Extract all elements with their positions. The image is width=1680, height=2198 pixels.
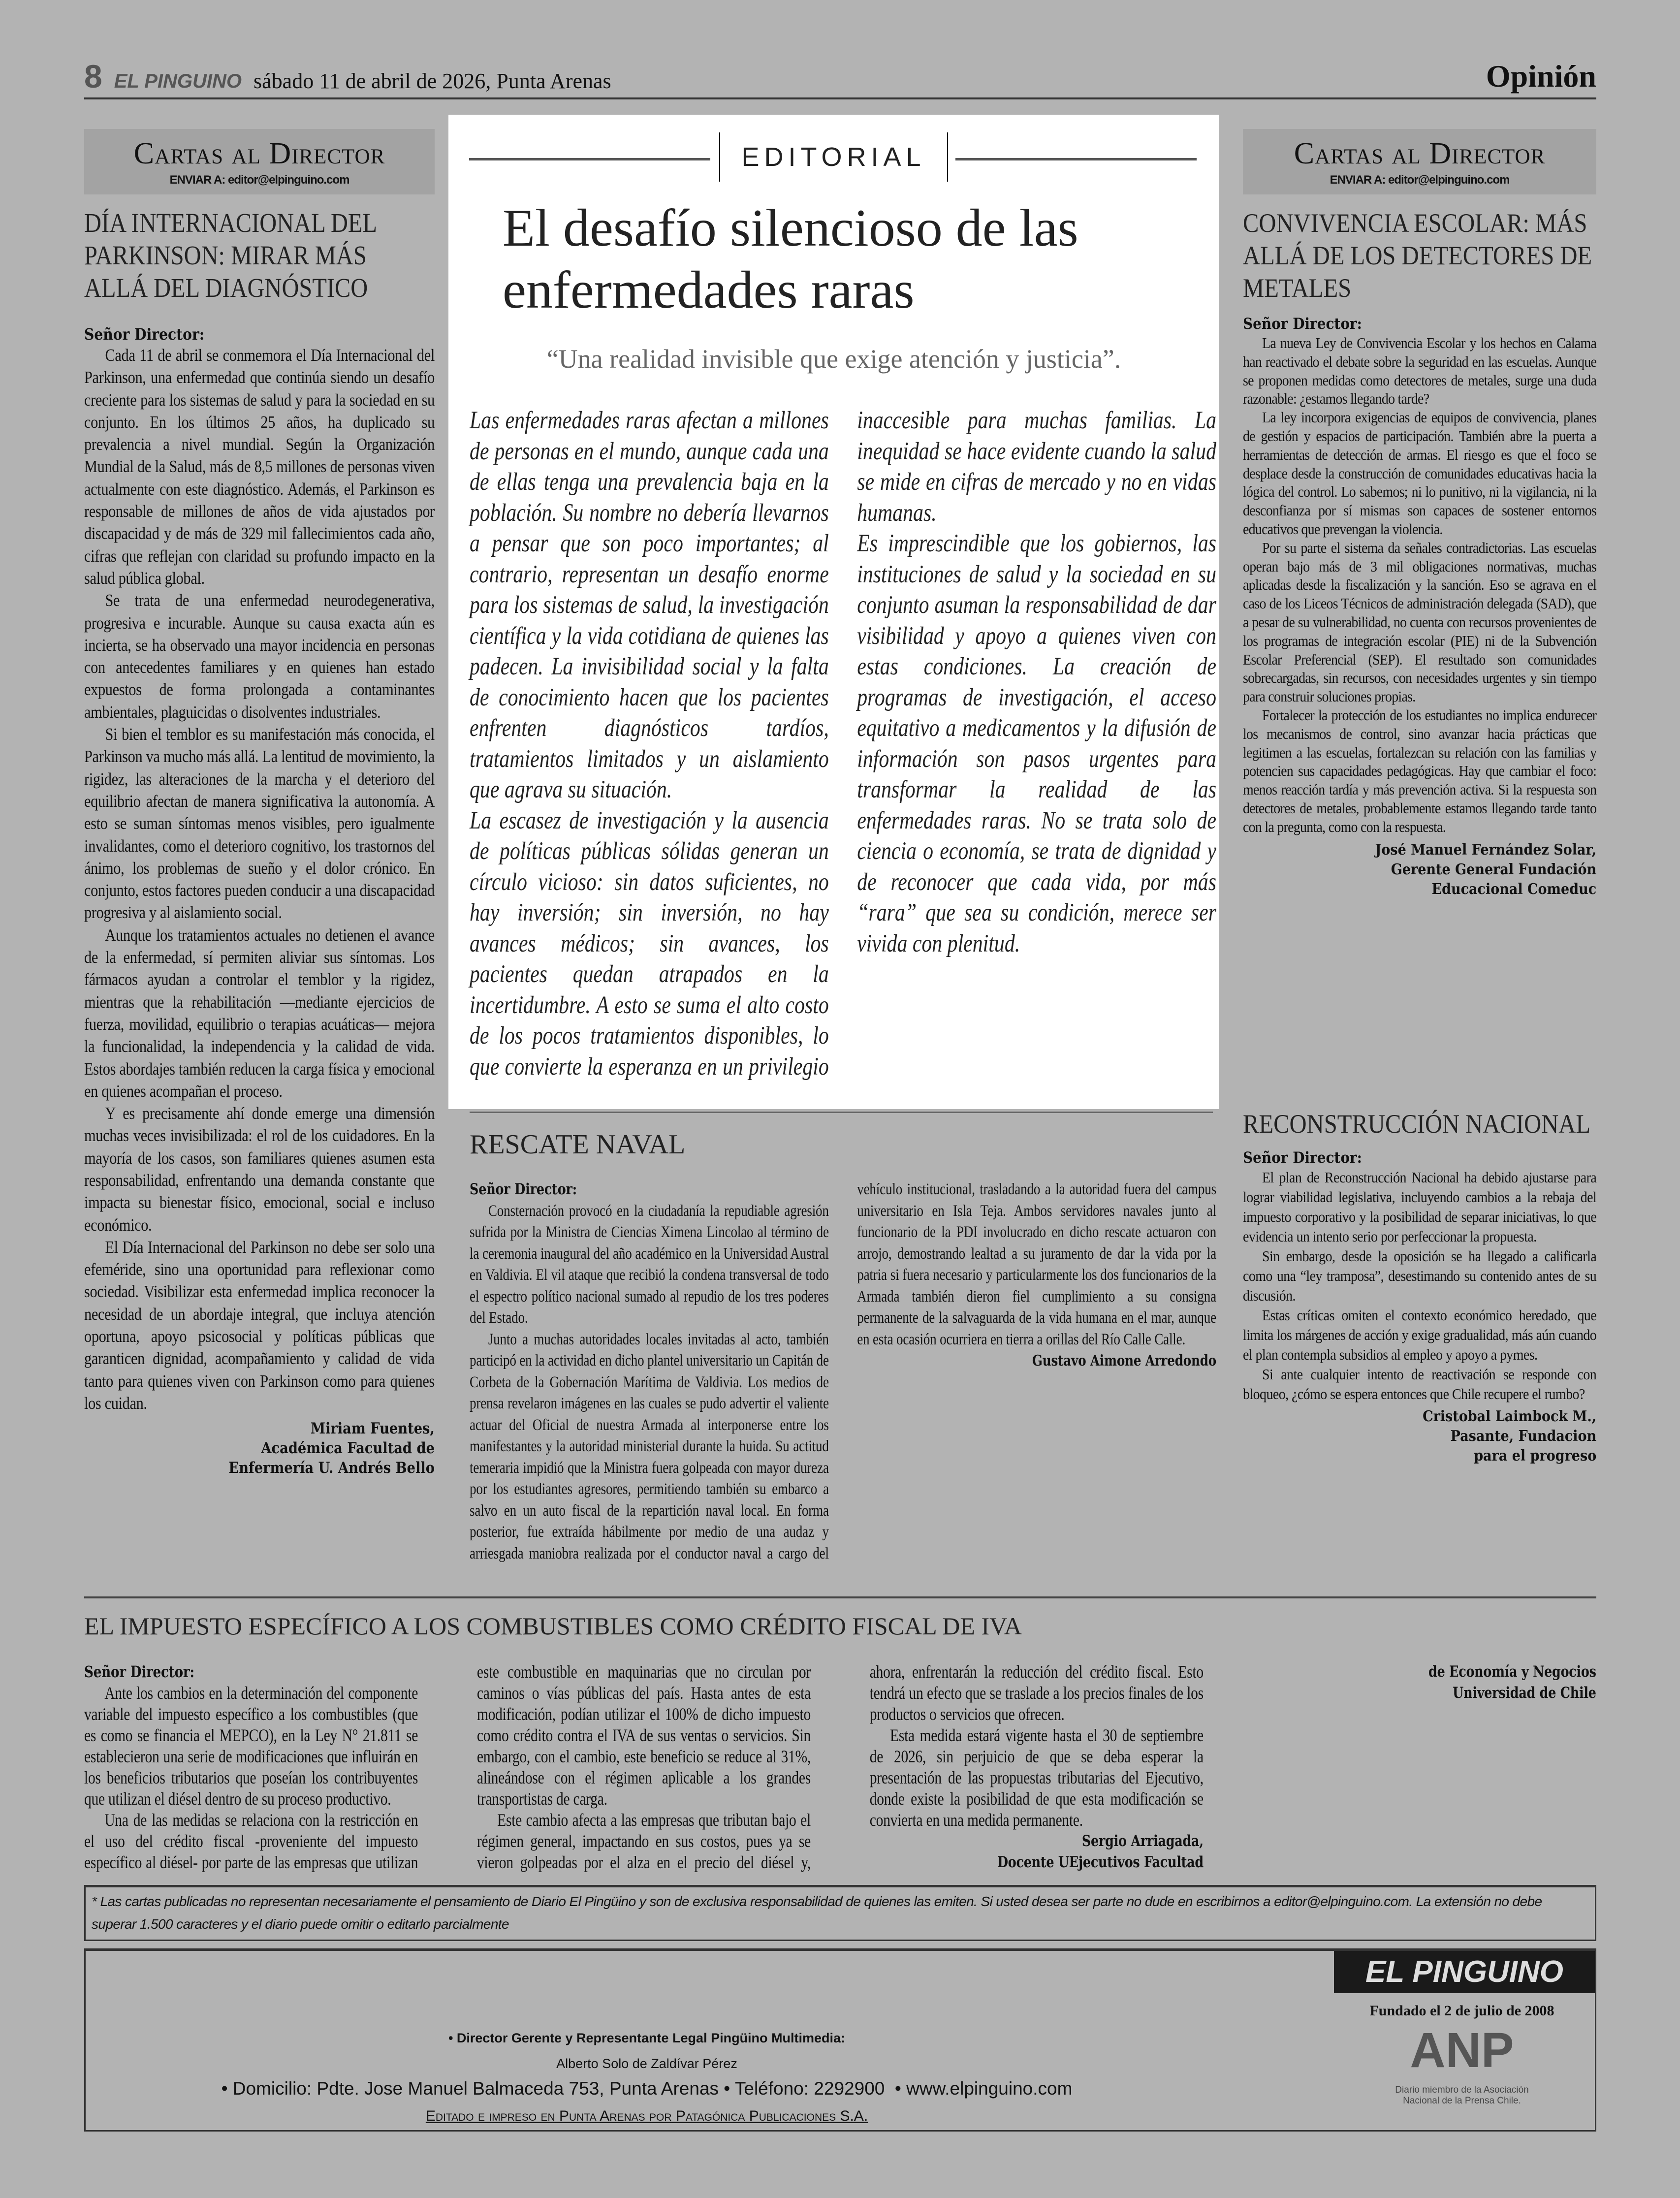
signature-org: Universidad de Chile [1453, 1684, 1596, 1702]
letter-title: CONVIVENCIA ESCOLAR: MÁS ALLÁ DE LOS DETECTORES DE METALES [1243, 208, 1592, 303]
paragraph: El plan de Reconstrucción Nacional ha debido ajustarse para lograr viabilidad legislativa, incluyendo cambios a la rebaja del impuesto corporativo y la posibilidad de separar iniciativas, lo que evidencia un intento serio por perfeccionar la propuesta. [1243, 1169, 1597, 1245]
paragraph: Esta medida estará vigente hasta el 30 de septiembre de 2026, sin perjuicio de que se deba esperar la presentación de las propuestas tributarias del Ejecutivo, donde existe la posibilidad de que esta modificación se convierta en una medida permanente. [869, 1725, 1204, 1830]
founded-text: Fundado el 2 de julio de 2008 [1369, 2003, 1554, 2019]
letter-convivencia [1243, 207, 1596, 899]
salutation: Señor Director: [470, 1180, 577, 1198]
page-number: 8 [84, 58, 102, 95]
paragraph: La escasez de investigación y la ausencia de políticas públicas sólidas generan un círculo vicioso: sin datos suficientes, no hay inversión; sin inversión, no hay avances médicos; sin avances, los pacientes quedan atrapados en la incertidumbre. A esto se suma el alto costo de los pocos tratamientos disponibles, lo que convierte la esperanza en un privilegio inaccesible para muchas familias. La inequidad se hace evidente cuando la salud se mide en cifras de mercado y no en vidas humanas. [470, 407, 1216, 1081]
paragraph: Ante los cambios en la determinación del componente variable del impuesto específico a los combustibles (que es como se financia el MEPCO), en la Ley N° 21.811 se establecieron una serie de modificaciones que influirán en los beneficios tributarios que poseían los contribuyentes que utilizan el diésel dentro de su proceso productivo. [84, 1683, 418, 1809]
salutation: Señor Director: [1243, 315, 1362, 333]
signature-name: Cristobal Laimbock M., [1423, 1408, 1597, 1425]
signature-org: para el progreso [1474, 1447, 1597, 1465]
signature [84, 1419, 435, 1478]
paragraph: La ley incorpora exigencias de equipos de convivencia, planes de gestión y espacios de participación. También abre la puerta a herramientas de detección de armas. El riesgo es que el foco se desplace desde la construcción de comunidades educativas hacia la lógica del control. Lo sabemos; ni lo punitivo, ni la vigilancia, ni la desconfianza por sí mismas son capaces de sostener entornos educativos que prevengan la violencia. [1243, 409, 1597, 538]
page-header [84, 54, 1596, 99]
section-name: Opinión [1486, 59, 1596, 94]
cartas-al-director-box [1243, 129, 1596, 194]
salutation: Señor Director: [84, 1662, 194, 1681]
letter-body [1243, 334, 1596, 836]
cartas-title: Cartas al Director [133, 137, 385, 170]
anp-member-text: Diario miembro de la Asociación Nacional de la Prensa Chile. [1395, 2085, 1529, 2106]
editorial-label: EDITORIAL [719, 132, 948, 182]
paragraph: Sin embargo, desde la oposición se ha llegado a calificarla como una “ley tramposa”, desestimando su contenido antes de su discusión. [1243, 1247, 1597, 1304]
paragraph: Aunque los tratamientos actuales no detienen el avance de la enfermedad, sí permiten aliviar sus síntomas. Los fármacos ayudan a controlar el temblor y la rigidez, mientras que la rehabilitación —mediante ejercicios de fuerza, movilidad, equilibrio o terapias acuáticas— mejora la funcionalidad, la independencia y la calidad de vida. Estos abordajes también reducen la carga física y emocional en quienes acompañan el proceso. [84, 925, 435, 1101]
paragraph: Por su parte el sistema da señales contradictorias. Las escuelas operan bajo más de 3 mil obligaciones normativas, muchas aplicadas desde la fiscalización y la sanción. Eso se agrava en el caso de los Liceos Técnicos de administración delegada (SAD), que a pesar de su vulnerabilidad, no cuenta con recursos provenientes de los programas de integración escolar (PIE) ni de la Subvención Escolar Preferencial (SEP). El resultado son comunidades sobrecargadas, sin recursos, con necesidades urgentes y sin tiempo para construir soluciones propias. [1243, 539, 1597, 705]
letter-reconstruccion [1243, 1108, 1596, 1466]
letter-title: RESCATE NAVAL [470, 1129, 686, 1160]
editorial-body [470, 405, 1216, 1104]
signature-org: Educacional Comeduc [1431, 880, 1597, 898]
disclaimer-box: * Las cartas publicadas no representan necesariamente el pensamiento de Diario El Pingüino y son de exclusiva responsabilidad de quienes las emiten. Si usted desea ser parte no dude en escribirnos a editor@elpinguino.com. La extensión no debe superar 1.500 caracteres y el diario puede omitir o editarlo parcialmente [84, 1885, 1596, 1941]
letter-combustibles [84, 1661, 1596, 1880]
divider [470, 1112, 1213, 1113]
signature-faculty: de Economía y Negocios [1428, 1663, 1596, 1681]
signature-name: Miriam Fuentes, [310, 1420, 435, 1438]
paragraph: Se trata de una enfermedad neurodegenerativa, progresiva e incurable. Aunque su causa exacta aún es incierta, se ha observado una mayor incidencia en personas con antecedentes familiares y en quienes han estado expuestos de forma prolongada a contaminantes ambientales, plaguicidas o disolventes industriales. [84, 591, 435, 722]
letter-title: EL IMPUESTO ESPECÍFICO A LOS COMBUSTIBLES COMO CRÉDITO FISCAL DE IVA [84, 1612, 1022, 1640]
paragraph: Una de las medidas se relaciona con la restricción en el uso del crédito fiscal -proveniente del impuesto específico al diésel- por parte de las empresas que utilizan este combustible en maquinarias que no circulan por caminos o vías públicas del país. Hasta antes de esta modificación, podían utilizar el 100% de dicho impuesto como crédito contra el IVA de sus ventas o servicios. Sin embargo, con el cambio, este beneficio se reduce al 31%, alineándose con el régimen aplicable a los grandes transportistas de carga. [84, 1662, 811, 1872]
signature [1243, 1407, 1596, 1466]
dateline: sábado 11 de abril de 2026, Punta Arenas [254, 69, 611, 93]
paragraph: Es imprescindible que los gobiernos, las instituciones de salud y la sociedad en su conjunto asuman la responsabilidad de dar visibilidad y apoyo a quienes viven con estas condiciones. La creación de programas de investigación, el acceso equitativo a medicamentos y la difusión de información son pasos urgentes para transformar la realidad de las enfermedades raras. No se trata solo de ciencia o economía, se trata de dignidad y de reconocer que cada vida, por más “rara” que sea su condición, merece ser vivida con plenitud. [857, 530, 1216, 957]
editorial-box [448, 115, 1219, 1109]
director-label: • Director Gerente y Representante Legal Pingüino Multimedia: [448, 2031, 846, 2045]
signature-role: Gerente General Fundación [1391, 860, 1597, 878]
signature-role: Docente UEjecutivos Facultad [997, 1853, 1204, 1871]
paragraph: Este cambio afecta a las empresas que tributan bajo el régimen general, impactando en sus costos, pues ya se vieron golpeadas por el alza en el precio del diésel y, ahora, enfrentarán la reducción del crédito fiscal. Esto tendrá un efecto que se traslade a los precios finales de los productos o servicios que ofrecen. [476, 1662, 1204, 1872]
footer-masthead [84, 1948, 1596, 2132]
paragraph: Si ante cualquier intento de reactivación se responde con bloqueo, ¿cómo se espera entonces que Chile recupere el rumbo? [1243, 1366, 1597, 1402]
salutation: Señor Director: [84, 325, 205, 344]
salutation: Señor Director: [1243, 1149, 1362, 1167]
cartas-al-director-box [84, 129, 435, 194]
letter-title: RECONSTRUCCIÓN NACIONAL [1243, 1109, 1591, 1139]
letter-title: DÍA INTERNACIONAL DEL PARKINSON: MIRAR MÁS ALLÁ DEL DIAGNÓSTICO [84, 208, 377, 303]
paragraph: Si bien el temblor es su manifestación más conocida, el Parkinson va mucho más allá. La lentitud de movimiento, la rigidez, las alteraciones de la marcha y el deterioro del equilibrio afectan de manera significativa la autonomía. A esto se suman síntomas menos visibles, pero igualmente invalidantes, como el deterioro cognitivo, los trastornos del ánimo, los problemas de sueño y el dolor crónico. En conjunto, estos factores pueden conducir a una discapacidad progresiva y al aislamiento social. [84, 725, 435, 923]
cartas-title: Cartas al Director [1294, 137, 1546, 170]
paragraph: Cada 11 de abril se conmemora el Día Internacional del Parkinson, una enfermedad que continúa siendo un desafío creciente para los sistemas de salud y para la sociedad en su conjunto. En los últimos 25 años, ha duplicado su prevalencia a nivel mundial. Según la Organización Mundial de la Salud, más de 8,5 millones de personas viven actualmente con este diagnóstico. Además, el Parkinson es responsable de millones de años de vida ajustados por discapacidad y de más de 329 mil fallecimientos cada año, cifras que reflejan con claridad su profundo impacto en la salud pública global. [84, 346, 435, 588]
letter-body [84, 345, 435, 1415]
anp-logo: ANP [1410, 2023, 1514, 2078]
cartas-email[interactable]: ENVIAR A: editor@elpinguino.com [1330, 173, 1510, 187]
footer-logo: EL PINGUINO [1334, 1951, 1595, 1993]
paragraph: Fortalecer la protección de los estudiantes no implica endurecer los mecanismos de control, sino avanzar hacia prácticas que legitimen a las escuelas, fortalezcan su relación con las familias y potencien sus capacidades pedagógicas. Hay que cambiar el foco: menos reacción tardía y más prevención activa. Si la respuesta son detectores de metales, probablemente estamos llegando tarde tanto con la pregunta, como con la respuesta. [1243, 706, 1597, 835]
paragraph: Las enfermedades raras afectan a millones de personas en el mundo, aunque cada una de ellas tenga una prevalencia baja en la población. Su nombre no debería llevarnos a pensar que son poco importantes; al contrario, representan un desafío enorme para los sistemas de salud, la investigación científica y la vida cotidiana de quienes las padecen. La invisibilidad social y la falta de conocimiento hacen que los pacientes enfrenten diagnósticos tardíos, tratamientos limitados y un aislamiento que agrava su situación. [470, 407, 829, 803]
paragraph: Junto a muchas autoridades locales invitadas al acto, también participó en la actividad en dicho plantel universitario un Capitán de Corbeta de la Gobernación Marítima de Valdivia. Los medios de prensa revelaron imágenes en las cuales se pudo advertir el valiente actuar del Oficial de nuestra Armada al interponerse entre los manifestantes y la autoridad ministerial durante la huida. Su actitud temeraria impidió que la Ministra fuera golpeada con mayor dureza por los estudiantes agresores, permitiendo también su embarco a salvo en un auto fiscal de la repartición naval local. En forma posterior, fue extraída hábilmente por medio de una audaz y arriesgada maniobra realizada por el conductor naval a cargo del vehículo institucional, trasladando a la autoridad fuera del campus universitario en Isla Teja. Ambos servidores navales junto al funcionario de la PDI involucrado en dicho rescate actuaron con arrojo, demostrando lealtad a su juramento de dar la vida por la patria si fuera necesario y particularmente los dos funcionarios de la Armada también dieron fiel cumplimiento a su consigna permanente de la salvaguarda de la vida humana en el mar, aunque en esta ocasión ocurriera en tierra a orillas del Río Calle Calle. [470, 1180, 1216, 1562]
letter-body [470, 1179, 1216, 1578]
editorial-subtitle: “Una realidad invisible que exige atención y justicia”. [546, 344, 1121, 374]
signature-name: José Manuel Fernández Solar, [1375, 841, 1597, 859]
paragraph: Y es precisamente ahí donde emerge una dimensión muchas veces invisibilizada: el rol de los cuidadores. En la mayoría de los casos, son familiares quienes asumen esta responsabilidad, enfrentando una demanda constante que impacta su bienestar físico, emocional, social e incluso económico. [84, 1104, 435, 1235]
header-logo: EL PINGUINO [114, 70, 242, 92]
divider [84, 1596, 1596, 1598]
signature: Gustavo Aimone Arredondo [1032, 1352, 1216, 1370]
letter-rescate-naval [470, 1125, 1216, 1583]
paragraph: El Día Internacional del Parkinson no debe ser solo una efeméride, sino una oportunidad para reflexionar como sociedad. Visibilizar esta enfermedad implica reconocer la necesidad de un abordaje integral, que incluya atención oportuna, apoyo psicosocial y políticas públicas que garanticen dignidad, acompañamiento y calidad de vida tanto para quienes viven con Parkinson como para quienes los cuidan. [84, 1238, 435, 1413]
address-line: • Domicilio: Pdte. Jose Manuel Balmaceda 753, Punta Arenas • Teléfono: 2292900 • www.elpinguino.com [221, 2078, 1073, 2099]
signature-name: Sergio Arriagada, [1081, 1832, 1204, 1850]
paragraph: Consternación provocó en la ciudadanía la repudiable agresión sufrida por la Ministra de Ciencias Ximena Lincolao al término de la ceremonia inaugural del año académico en la Universidad Austral en Valdivia. El vil ataque que recibió la condena transversal de todo el espectro político nacional sumado al repudio de los tres poderes del Estado. [470, 1202, 829, 1327]
signature [1243, 840, 1596, 899]
paragraph: La nueva Ley de Convivencia Escolar y los hechos en Calama han reactivado el debate sobre la seguridad en las escuelas. Aunque se proponen medidas como detectores de metales, surge una duda razonable: ¿estamos llegando tarde? [1243, 334, 1597, 408]
signature-org: Enfermería U. Andrés Bello [228, 1459, 435, 1477]
cartas-email[interactable]: ENVIAR A: editor@elpinguino.com [169, 173, 349, 187]
signature-role: Pasante, Fundacion [1450, 1428, 1597, 1445]
signature-role: Académica Facultad de [261, 1439, 435, 1458]
editorial-rule-right [955, 158, 1197, 160]
printer-line: Editado e impreso en Punta Arenas por Patagónica Publicaciones S.A. [425, 2108, 868, 2124]
editorial-title: El desafío silencioso de las enfermedades raras [503, 199, 1078, 319]
paragraph: Estas críticas omiten el contexto económico heredado, que limita los márgenes de acción y exige gradualidad, más aún cuando el plan contempla subsidios al empleo y apoyo a pymes. [1243, 1306, 1597, 1363]
letter-parkinson [84, 207, 435, 1478]
editorial-rule-left [469, 158, 710, 160]
director-name: Alberto Solo de Zaldívar Pérez [556, 2056, 737, 2071]
letter-body [1243, 1168, 1596, 1404]
